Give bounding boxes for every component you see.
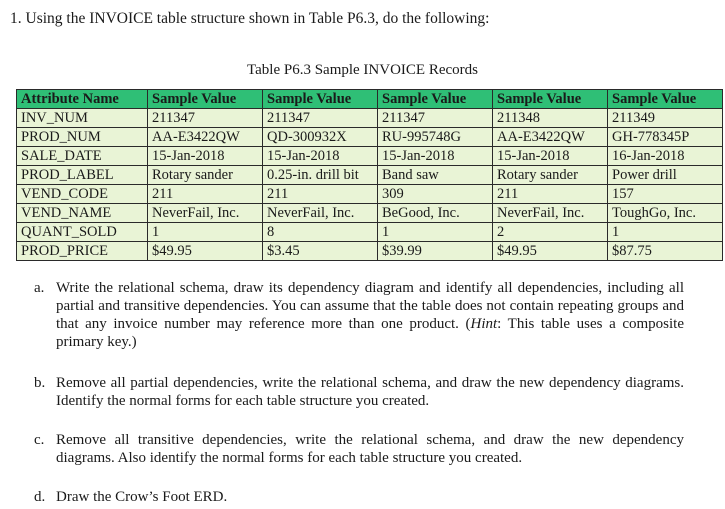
table-cell: 1 [608,223,723,242]
table-cell: 157 [608,185,723,204]
table-cell: 211347 [263,109,378,128]
table-row [17,223,723,242]
part-text-continued: : This table uses a composite primary key.) [56,316,684,350]
column-header: Sample Value [263,90,378,109]
question-parts-list [34,279,684,506]
table-cell: 15-Jan-2018 [493,147,608,166]
table-cell: QD-300932X [263,128,378,147]
attribute-name-cell: SALE_DATE [17,147,148,166]
table-cell: BeGood, Inc. [378,204,493,223]
attribute-name-cell: INV_NUM [17,109,148,128]
part-text: Remove all transitive dependencies, write the relational schema, and draw the new dependency diagrams. Also identify the normal forms for each table structure you created. [56,432,684,466]
table-row [17,242,723,261]
table-row [17,204,723,223]
attribute-name-cell: PROD_LABEL [17,166,148,185]
table-cell: 16-Jan-2018 [608,147,723,166]
question-part-b [34,374,684,410]
part-text: Write the relational schema, draw its dependency diagram and identify all dependencies, including all partial and transitive dependencies. You can assume that the table does not contain repeating groups and that any invoice number may reference more than one product. ( [56,280,684,332]
table-cell: 0.25-in. drill bit [263,166,378,185]
table-cell: $49.95 [493,242,608,261]
table-cell: Band saw [378,166,493,185]
table-cell: NeverFail, Inc. [493,204,608,223]
table-header-row [17,90,723,109]
attribute-name-cell: PROD_NUM [17,128,148,147]
column-header: Sample Value [608,90,723,109]
table-caption: Table P6.3 Sample INVOICE Records [247,62,478,78]
table-cell: AA-E3422QW [493,128,608,147]
table-cell: 211 [493,185,608,204]
part-text: Remove all partial dependencies, write the relational schema, and draw the new dependency diagrams. Identify the normal forms for each table structure you created. [56,375,684,409]
invoice-table [16,89,723,261]
table-cell: $49.95 [148,242,263,261]
table-cell: 1 [148,223,263,242]
table-cell: Power drill [608,166,723,185]
table-row [17,109,723,128]
table-cell: 211 [263,185,378,204]
table-cell: NeverFail, Inc. [263,204,378,223]
attribute-name-cell: VEND_NAME [17,204,148,223]
part-letter: b. [34,375,46,391]
table-cell: 211349 [608,109,723,128]
table-cell: 2 [493,223,608,242]
column-header: Sample Value [378,90,493,109]
hint-label: Hint [470,316,498,332]
table-cell: 8 [263,223,378,242]
question-heading: 1. Using the INVOICE table structure shown in Table P6.3, do the following: [10,10,490,27]
attribute-name-cell: VEND_CODE [17,185,148,204]
table-cell: $3.45 [263,242,378,261]
table-cell: $39.99 [378,242,493,261]
table-cell: Rotary sander [493,166,608,185]
table-cell: 211347 [378,109,493,128]
table-cell: $87.75 [608,242,723,261]
question-part-c [34,431,684,467]
table-cell: 15-Jan-2018 [148,147,263,166]
column-header: Sample Value [148,90,263,109]
table-cell: ToughGo, Inc. [608,204,723,223]
table-cell: Rotary sander [148,166,263,185]
table-cell: AA-E3422QW [148,128,263,147]
table-cell: GH-778345P [608,128,723,147]
table-row [17,185,723,204]
column-header: Sample Value [493,90,608,109]
column-header: Attribute Name [17,90,148,109]
table-cell: 211 [148,185,263,204]
question-part-d [34,488,684,506]
table-row [17,147,723,166]
part-letter: d. [34,489,46,505]
table-cell: 15-Jan-2018 [378,147,493,166]
table-cell: 309 [378,185,493,204]
table-cell: NeverFail, Inc. [148,204,263,223]
table-row [17,128,723,147]
table-row [17,166,723,185]
part-letter: a. [34,280,45,296]
part-text: Draw the Crow’s Foot ERD. [56,489,228,505]
table-cell: 211348 [493,109,608,128]
table-cell: 1 [378,223,493,242]
question-part-a [34,279,684,351]
table-cell: RU-995748G [378,128,493,147]
part-letter: c. [34,432,45,448]
table-cell: 211347 [148,109,263,128]
table-cell: 15-Jan-2018 [263,147,378,166]
attribute-name-cell: QUANT_SOLD [17,223,148,242]
attribute-name-cell: PROD_PRICE [17,242,148,261]
